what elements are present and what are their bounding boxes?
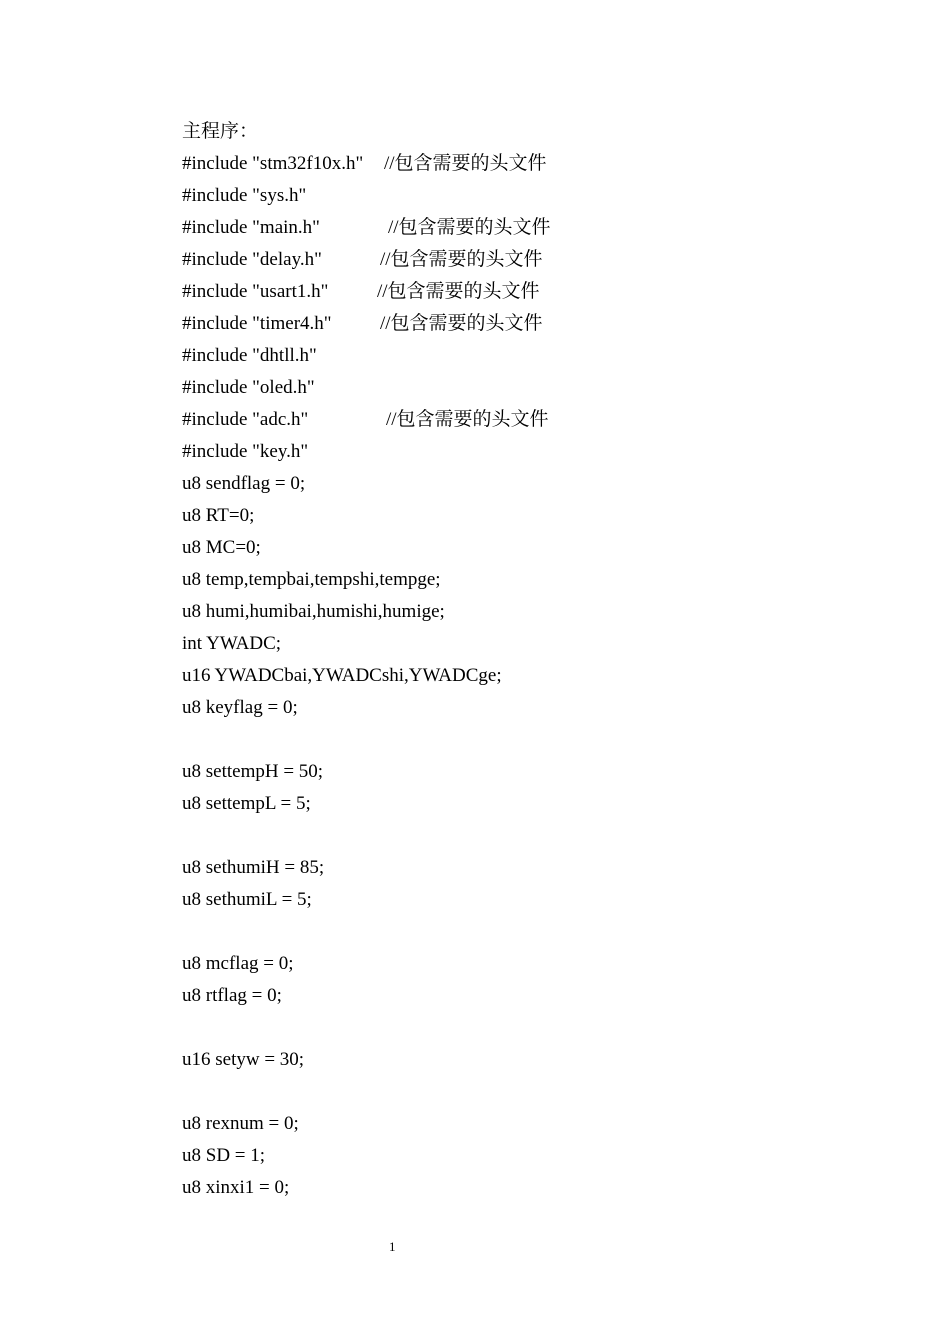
program-listing [182, 116, 782, 1204]
code-line [182, 308, 782, 340]
code-line [182, 692, 782, 724]
code-comment: //包含需要的头文件 [386, 409, 549, 430]
code-line [182, 756, 782, 788]
code-text: u8 rexnum = 0; [182, 1113, 299, 1134]
code-line [182, 468, 782, 500]
code-text: u8 humi,humibai,humishi,humige; [182, 601, 445, 622]
code-line [182, 948, 782, 980]
code-line [182, 180, 782, 212]
code-comment: //包含需要的头文件 [377, 281, 540, 302]
code-text: #include "usart1.h" [182, 281, 329, 302]
code-line [182, 148, 782, 180]
code-line [182, 532, 782, 564]
code-line [182, 980, 782, 1012]
page-number: 1 [389, 1239, 396, 1254]
code-text: u8 MC=0; [182, 537, 261, 558]
code-text: u8 sethumiL = 5; [182, 889, 312, 910]
code-line [182, 1044, 782, 1076]
code-text: u8 rtflag = 0; [182, 985, 282, 1006]
code-line [182, 212, 782, 244]
code-comment: //包含需要的头文件 [380, 249, 543, 270]
code-line [182, 628, 782, 660]
section-heading: 主程序： [182, 121, 259, 142]
code-text: u8 RT=0; [182, 505, 255, 526]
code-text: u8 settempH = 50; [182, 761, 324, 782]
code-line [182, 244, 782, 276]
code-text: #include "delay.h" [182, 249, 322, 270]
code-text: #include "oled.h" [182, 377, 315, 398]
code-text: u8 mcflag = 0; [182, 953, 294, 974]
code-text: #include "adc.h" [182, 409, 309, 430]
code-text: #include "stm32f10x.h" [182, 153, 364, 174]
code-line [182, 884, 782, 916]
code-text: int YWADC; [182, 633, 282, 654]
blank-line [182, 916, 782, 948]
code-line [182, 1108, 782, 1140]
blank-line [182, 1012, 782, 1044]
code-line [182, 660, 782, 692]
code-text: u16 YWADCbai,YWADCshi,YWADCge; [182, 665, 502, 686]
code-line [182, 340, 782, 372]
code-comment: //包含需要的头文件 [384, 153, 547, 174]
code-text: u8 temp,tempbai,tempshi,tempge; [182, 569, 441, 590]
code-line [182, 1172, 782, 1204]
code-text: #include "sys.h" [182, 185, 307, 206]
code-line [182, 276, 782, 308]
code-text: #include "main.h" [182, 217, 320, 238]
blank-line [182, 820, 782, 852]
code-line [182, 596, 782, 628]
blank-line [182, 1076, 782, 1108]
code-text: u8 settempL = 5; [182, 793, 311, 814]
code-text: u8 xinxi1 = 0; [182, 1177, 290, 1198]
code-text: u16 setyw = 30; [182, 1049, 305, 1070]
code-line [182, 372, 782, 404]
code-text: #include "timer4.h" [182, 313, 332, 334]
code-line [182, 1140, 782, 1172]
code-text: u8 keyflag = 0; [182, 697, 298, 718]
code-text: u8 sendflag = 0; [182, 473, 306, 494]
code-line [182, 500, 782, 532]
code-line [182, 436, 782, 468]
code-text: #include "key.h" [182, 441, 309, 462]
code-line [182, 852, 782, 884]
blank-line [182, 724, 782, 756]
code-line [182, 404, 782, 436]
code-line [182, 564, 782, 596]
code-line [182, 788, 782, 820]
code-text: #include "dhtll.h" [182, 345, 317, 366]
code-text: u8 sethumiH = 85; [182, 857, 325, 878]
code-text: u8 SD = 1; [182, 1145, 266, 1166]
code-comment: //包含需要的头文件 [388, 217, 551, 238]
code-comment: //包含需要的头文件 [380, 313, 543, 334]
